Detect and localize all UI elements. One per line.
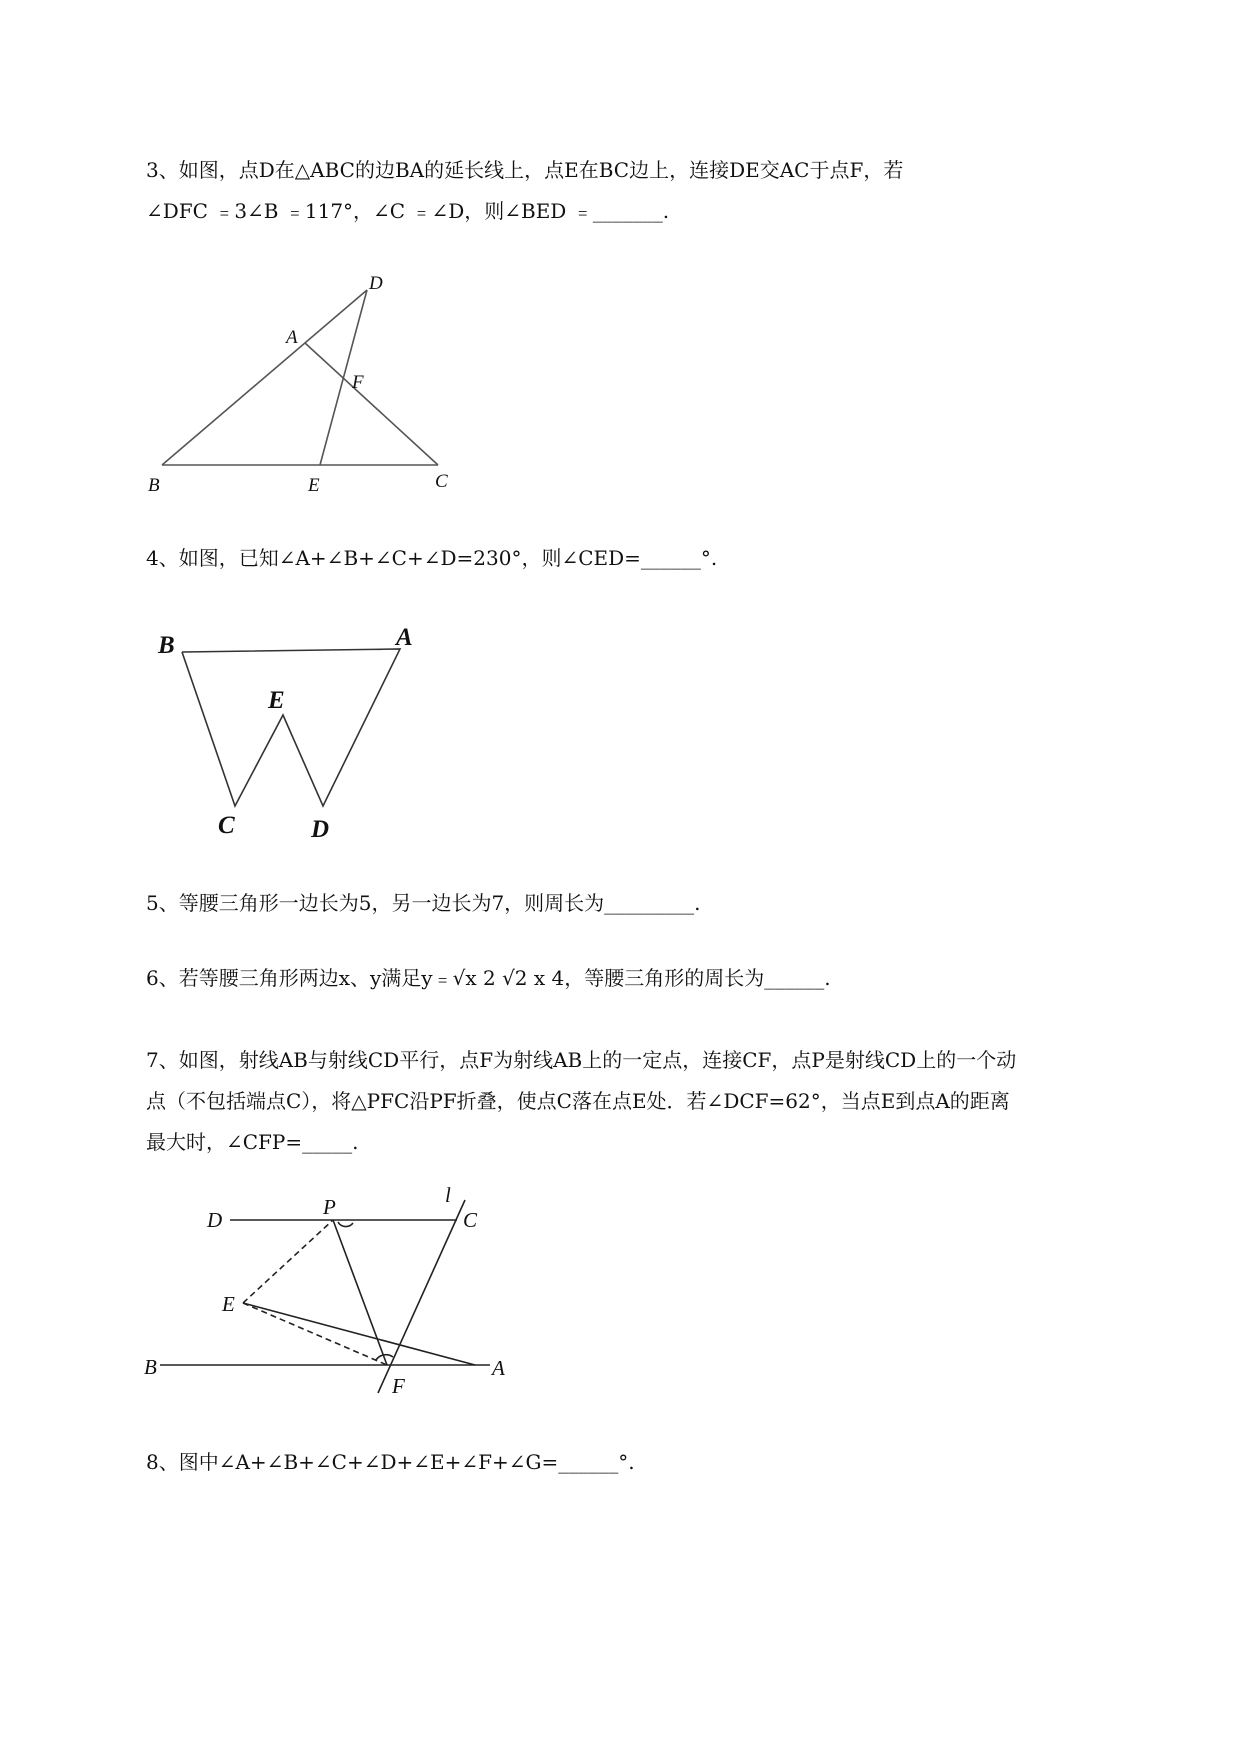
label-p: P <box>323 1195 336 1219</box>
label-c: C <box>218 812 235 839</box>
label-f: F <box>352 372 364 393</box>
figure-q3-svg <box>140 265 480 505</box>
question-3-line-2: ∠DFC ﹦3∠B ﹦117°，∠C ﹦∠D，则∠BED ﹦_______. <box>146 199 670 223</box>
label-l: l <box>445 1185 451 1207</box>
question-5-line-1: 5、等腰三角形一边长为5，另一边长为7，则周长为_________. <box>146 891 701 915</box>
line-l <box>378 1200 465 1393</box>
question-8 <box>146 1442 635 1483</box>
question-4 <box>146 538 717 579</box>
figure-q7-svg <box>140 1185 520 1415</box>
question-7-line-3: 最大时，∠CFP=_____. <box>146 1130 359 1154</box>
question-7-line-1: 7、如图，射线AB与射线CD平行，点F为射线AB上的一定点，连接CF，点P是射线CD上的一个动 <box>146 1048 1017 1072</box>
angle-arc-p <box>338 1222 353 1227</box>
question-3-line-1: 3、如图，点D在△ABC的边BA的延长线上，点E在BC边上，连接DE交AC于点F，若 <box>146 158 904 182</box>
label-d: D <box>369 273 383 294</box>
label-c: C <box>463 1208 478 1232</box>
segment-ef-dashed <box>243 1303 387 1365</box>
question-6-line-1: 6、若等腰三角形两边x、y满足y﹦√x 2 √2 x 4，等腰三角形的周长为______. <box>146 966 831 990</box>
question-3 <box>146 150 903 232</box>
label-e: E <box>222 1292 235 1316</box>
question-6 <box>146 958 831 999</box>
question-8-line-1: 8、图中∠A+∠B+∠C+∠D+∠E+∠F+∠G=______°. <box>146 1450 635 1474</box>
label-a: A <box>286 327 298 348</box>
label-a: A <box>396 624 413 651</box>
segment-pe-dashed <box>243 1220 333 1303</box>
label-c: C <box>435 471 448 492</box>
question-7-line-2: 点（不包括端点C），将△PFC沿PF折叠，使点C落在点E处．若∠DCF=62°，当点E到点A的距离 <box>146 1089 1010 1113</box>
figure-q4-w-shape <box>148 620 448 849</box>
label-b: B <box>158 632 175 659</box>
label-b: B <box>144 1355 157 1379</box>
label-d: D <box>311 816 330 843</box>
question-7 <box>146 1040 1016 1163</box>
label-a: A <box>492 1356 505 1380</box>
polyline-baecd <box>182 649 400 806</box>
label-d: D <box>207 1208 223 1232</box>
question-5 <box>146 883 701 924</box>
figure-q7-parallel-rays <box>140 1185 520 1419</box>
label-b: B <box>148 475 160 496</box>
question-4-line-1: 4、如图，已知∠A+∠B+∠C+∠D=230°，则∠CED=______°. <box>146 546 718 570</box>
segment-bd <box>162 290 367 465</box>
label-f: F <box>392 1374 405 1398</box>
segment-ea <box>243 1303 475 1365</box>
label-e: E <box>308 475 320 496</box>
figure-q4-svg <box>148 620 448 845</box>
segment-pf <box>333 1220 387 1365</box>
label-e: E <box>268 687 285 714</box>
figure-q3-triangle <box>140 265 480 509</box>
